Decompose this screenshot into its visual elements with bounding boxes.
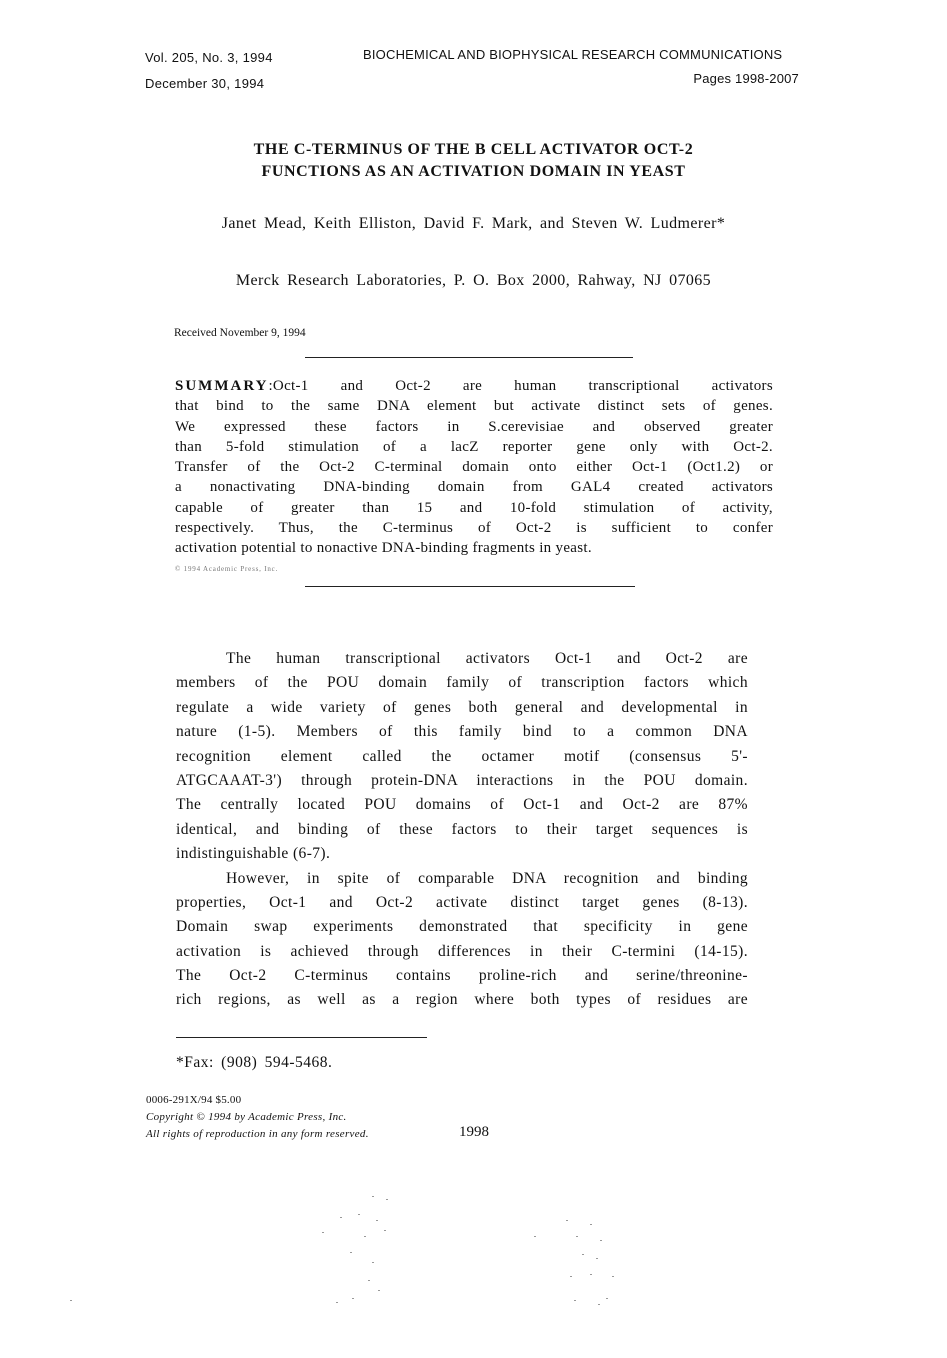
abstract-label: SUMMARY	[175, 378, 269, 394]
body-line: The human transcriptional activators Oct-1 and Oct-2 are	[226, 650, 748, 667]
body-line: recognition element called the octamer motif (consensus 5'-	[176, 747, 748, 765]
title-line-2: FUNCTIONS AS AN ACTIVATION DOMAIN IN YEAST	[261, 163, 686, 180]
noise-dot	[612, 1276, 614, 1277]
noise-dot	[574, 1300, 576, 1301]
noise-dot	[566, 1220, 568, 1221]
noise-dot	[384, 1230, 386, 1231]
noise-dot	[336, 1302, 338, 1303]
noise-dot	[372, 1262, 374, 1263]
noise-dot	[582, 1254, 584, 1255]
body-line: members of the POU domain family of transcription factors which	[176, 674, 748, 692]
page-number: 1998	[459, 1124, 489, 1140]
abstract-line: a nonactivating DNA-binding domain from GAL4 created activators	[175, 479, 773, 496]
abstract-line: We expressed these factors in S.cerevisiae and observed greater	[175, 418, 773, 435]
body-line: ATGCAAAT-3') through protein-DNA interactions in the POU domain.	[176, 771, 748, 789]
abstract-line: activation potential to nonactive DNA-binding fragments in yeast.	[175, 540, 592, 557]
body-line: identical, and binding of these factors to their target sequences is	[176, 820, 748, 838]
noise-dot	[386, 1199, 388, 1200]
noise-dot	[364, 1236, 366, 1237]
noise-dot	[376, 1220, 378, 1221]
received-date: Received November 9, 1994	[174, 327, 306, 339]
noise-dot	[534, 1236, 536, 1237]
abstract-copyright: © 1994 Academic Press, Inc.	[175, 565, 279, 573]
footnote-rule	[176, 1037, 427, 1038]
abstract-top-rule	[305, 357, 633, 358]
abstract-line: SUMMARY:Oct-1 and Oct-2 are human transcriptional activators	[175, 378, 773, 394]
noise-dot	[358, 1214, 360, 1215]
noise-dot	[596, 1258, 598, 1259]
abstract	[175, 376, 773, 559]
noise-dot	[372, 1196, 374, 1197]
footnote: *Fax: (908) 594-5468.	[176, 1054, 333, 1071]
body-line: rich regions, as well as a region where both types of residues are	[176, 991, 748, 1009]
noise-dot	[368, 1280, 370, 1281]
body-line: indistinguishable (6-7).	[176, 845, 331, 863]
body-line: regulate a wide variety of genes both general and developmental in	[176, 698, 748, 716]
journal-name: BIOCHEMICAL AND BIOPHYSICAL RESEARCH COMMUNICATIONS	[363, 47, 783, 62]
noise-dot	[590, 1274, 592, 1275]
noise-dot	[350, 1252, 352, 1253]
noise-dot	[590, 1224, 592, 1225]
affiliation: Merck Research Laboratories, P. O. Box 2000, Rahway, NJ 07065	[235, 272, 712, 289]
noise-dot	[340, 1217, 342, 1218]
publisher-rights: All rights of reproduction in any form reserved.	[146, 1128, 369, 1140]
title-line-1: THE C-TERMINUS OF THE B CELL ACTIVATOR OCT-2	[253, 141, 694, 158]
abstract-line: that bind to the same DNA element but activate distinct sets of genes.	[175, 398, 773, 415]
abstract-line: capable of greater than 15 and 10-fold stimulation of activity,	[175, 499, 773, 516]
noise-dot	[576, 1236, 578, 1237]
body-text	[176, 647, 748, 1013]
noise-dot	[598, 1304, 600, 1305]
noise-dot	[570, 1276, 572, 1277]
body-line: The centrally located POU domains of Oct-1 and Oct-2 are 87%	[176, 796, 748, 814]
body-line: However, in spite of comparable DNA recognition and binding	[226, 869, 748, 887]
noise-dot	[352, 1298, 354, 1299]
publisher-code: 0006-291X/94 $5.00	[146, 1094, 242, 1106]
body-line: activation is achieved through differences in their C-termini (14-15).	[176, 942, 748, 960]
journal-date: December 30, 1994	[145, 76, 265, 91]
body-line: Domain swap experiments demonstrated that specificity in gene	[176, 918, 748, 936]
publisher-copyright: Copyright © 1994 by Academic Press, Inc.	[146, 1111, 347, 1123]
noise-dot	[378, 1290, 380, 1291]
page-range: Pages 1998-2007	[693, 71, 799, 86]
body-line: nature (1-5). Members of this family bind to a common DNA	[176, 723, 748, 741]
body-line: The Oct-2 C-terminus contains proline-rich and serine/threonine-	[176, 967, 748, 985]
abstract-bottom-rule	[305, 586, 635, 587]
abstract-line: Transfer of the Oct-2 C-terminal domain onto either Oct-1 (Oct1.2) or	[175, 459, 773, 476]
noise-dot	[322, 1232, 324, 1233]
journal-volume: Vol. 205, No. 3, 1994	[145, 50, 273, 65]
abstract-line: respectively. Thus, the C-terminus of Oct-2 is sufficient to confer	[175, 520, 773, 537]
noise-dot	[600, 1240, 602, 1241]
abstract-line: than 5-fold stimulation of a lacZ reporter gene only with Oct-2.	[175, 438, 773, 455]
authors: Janet Mead, Keith Elliston, David F. Mark, and Steven W. Ludmerer*	[221, 215, 726, 232]
noise-dot	[70, 1300, 72, 1301]
noise-dot	[606, 1298, 608, 1299]
body-line: properties, Oct-1 and Oct-2 activate distinct target genes (8-13).	[176, 893, 748, 911]
